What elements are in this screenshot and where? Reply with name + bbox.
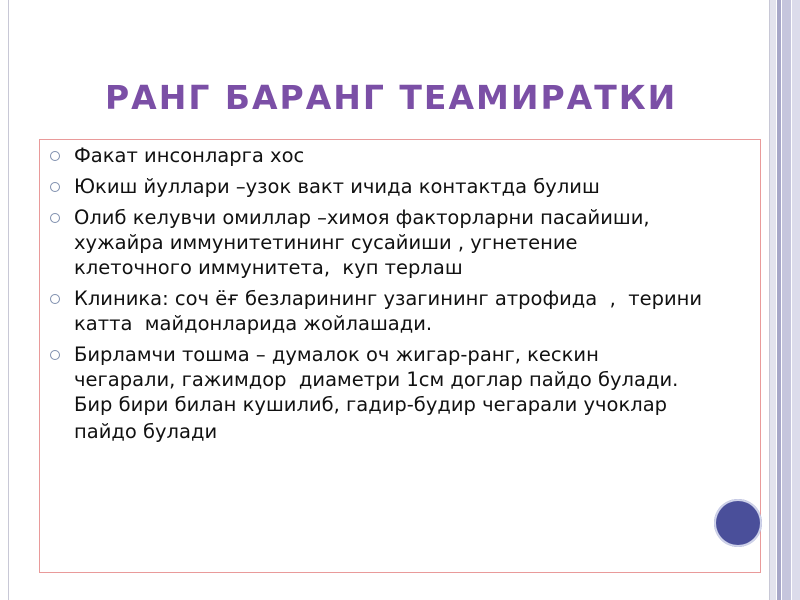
content-box — [39, 139, 761, 573]
bullet-line: хужайра иммунитетининг сусайиши , угнетение — [74, 231, 578, 254]
bullet-line: клеточного иммунитета, куп терлаш — [74, 256, 463, 279]
bullet-item — [40, 205, 702, 280]
side-stripe — [782, 0, 791, 600]
bullet-line: Олиб келувчи омиллар –химоя факторларни пасайиши, — [74, 206, 650, 229]
bullet-list — [40, 140, 702, 453]
bullet-ring-icon — [50, 294, 60, 304]
bullet-line: чегарали, гажимдор диаметри 1см доглар пайдо булади. — [74, 368, 679, 391]
bullet-ring-icon — [50, 350, 60, 360]
bullet-line: катта майдонларида жойлашади. — [74, 312, 433, 335]
bullet-line: Клиника: соч ёғ безларининг узагининг атрофида , терини — [74, 287, 703, 310]
bullet-ring-icon — [50, 182, 60, 192]
side-stripe — [777, 0, 781, 600]
bullet-item — [40, 143, 702, 168]
bullet-item — [40, 286, 702, 336]
slide-title: РАНГ БАРАНГ ТЕАМИРАТКИ — [105, 78, 678, 117]
bullet-line: Факат инсонларга хос — [74, 144, 305, 167]
decorative-circle — [714, 499, 762, 547]
bullet-item — [40, 174, 702, 199]
bullet-line: пайдо булади — [74, 420, 218, 443]
side-stripe — [770, 0, 776, 600]
bullet-line: Бир бири билан кушилиб, гадир-будир чегарали учоклар — [74, 393, 668, 416]
bullet-item — [40, 342, 702, 447]
bullet-line: Юкиш йуллари –узок вакт ичида контактда булиш — [74, 175, 600, 198]
side-stripe — [792, 0, 800, 600]
bullet-ring-icon — [50, 151, 60, 161]
bullet-ring-icon — [50, 213, 60, 223]
bullet-line: Бирламчи тошма – думалок оч жигар-ранг, кескин — [74, 343, 599, 366]
